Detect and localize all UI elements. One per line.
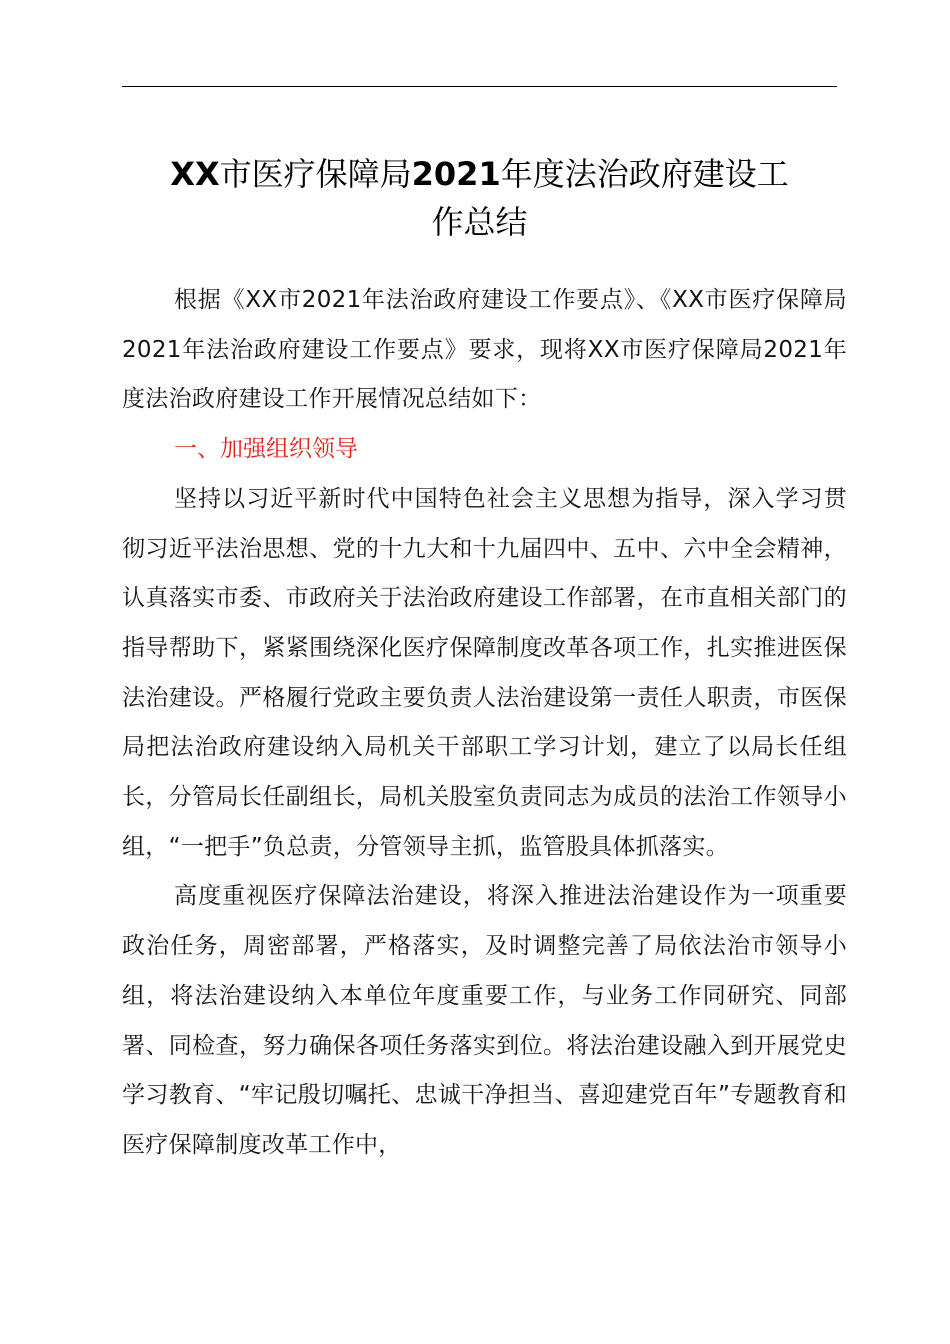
- document-body: [122, 276, 847, 1171]
- page-title: [122, 150, 837, 246]
- body-paragraph: 坚持以习近平新时代中国特色社会主义思想为指导，深入学习贯彻习近平法治思想、党的十九大和十九届四中、五中、六中全会精神，认真落实市委、市政府关于法治政府建设工作部署，在市直相关部门的指导帮助下，紧紧围绕深化医疗保障制度改革各项工作，扎实推进医保法治建设。严格履行党政主要负责人法治建设第一责任人职责，市医保局把法治政府建设纳入局机关干部职工学习计划，建立了以局长任组长，分管局长任副组长，局机关股室负责同志为成员的法治工作领导小组，“一把手”负总责，分管领导主抓，监管股具体抓落实。: [122, 485, 847, 860]
- title-suffix: 年度法治政府建设工: [500, 155, 789, 193]
- title-prefix: XX: [170, 155, 220, 193]
- intro-paragraph: 根据《XX市2021年法治政府建设工作要点》、《XX市医疗保障局2021年法治政府建设工作要点》要求，现将XX市医疗保障局2021年度法治政府建设工作开展情况总结如下：: [122, 287, 847, 413]
- section-heading: 一、加强组织领导: [174, 436, 358, 463]
- body-paragraph: 高度重视医疗保障法治建设，将深入推进法治建设作为一项重要政治任务，周密部署，严格落实，及时调整完善了局依法治市领导小组，将法治建设纳入本单位年度重要工作，与业务工作同研究、同部署、同检查，努力确保各项任务落实到位。将法治建设融入到开展党史学习教育、“牢记殷切嘱托、忠诚干净担当、喜迎建党百年”专题教育和医疗保障制度改革工作中，: [122, 883, 847, 1158]
- title-year: 2021: [411, 155, 501, 193]
- title-line-2: 作总结: [431, 203, 528, 241]
- header-rule: [122, 86, 837, 87]
- title-mid: 市医疗保障局: [219, 155, 412, 193]
